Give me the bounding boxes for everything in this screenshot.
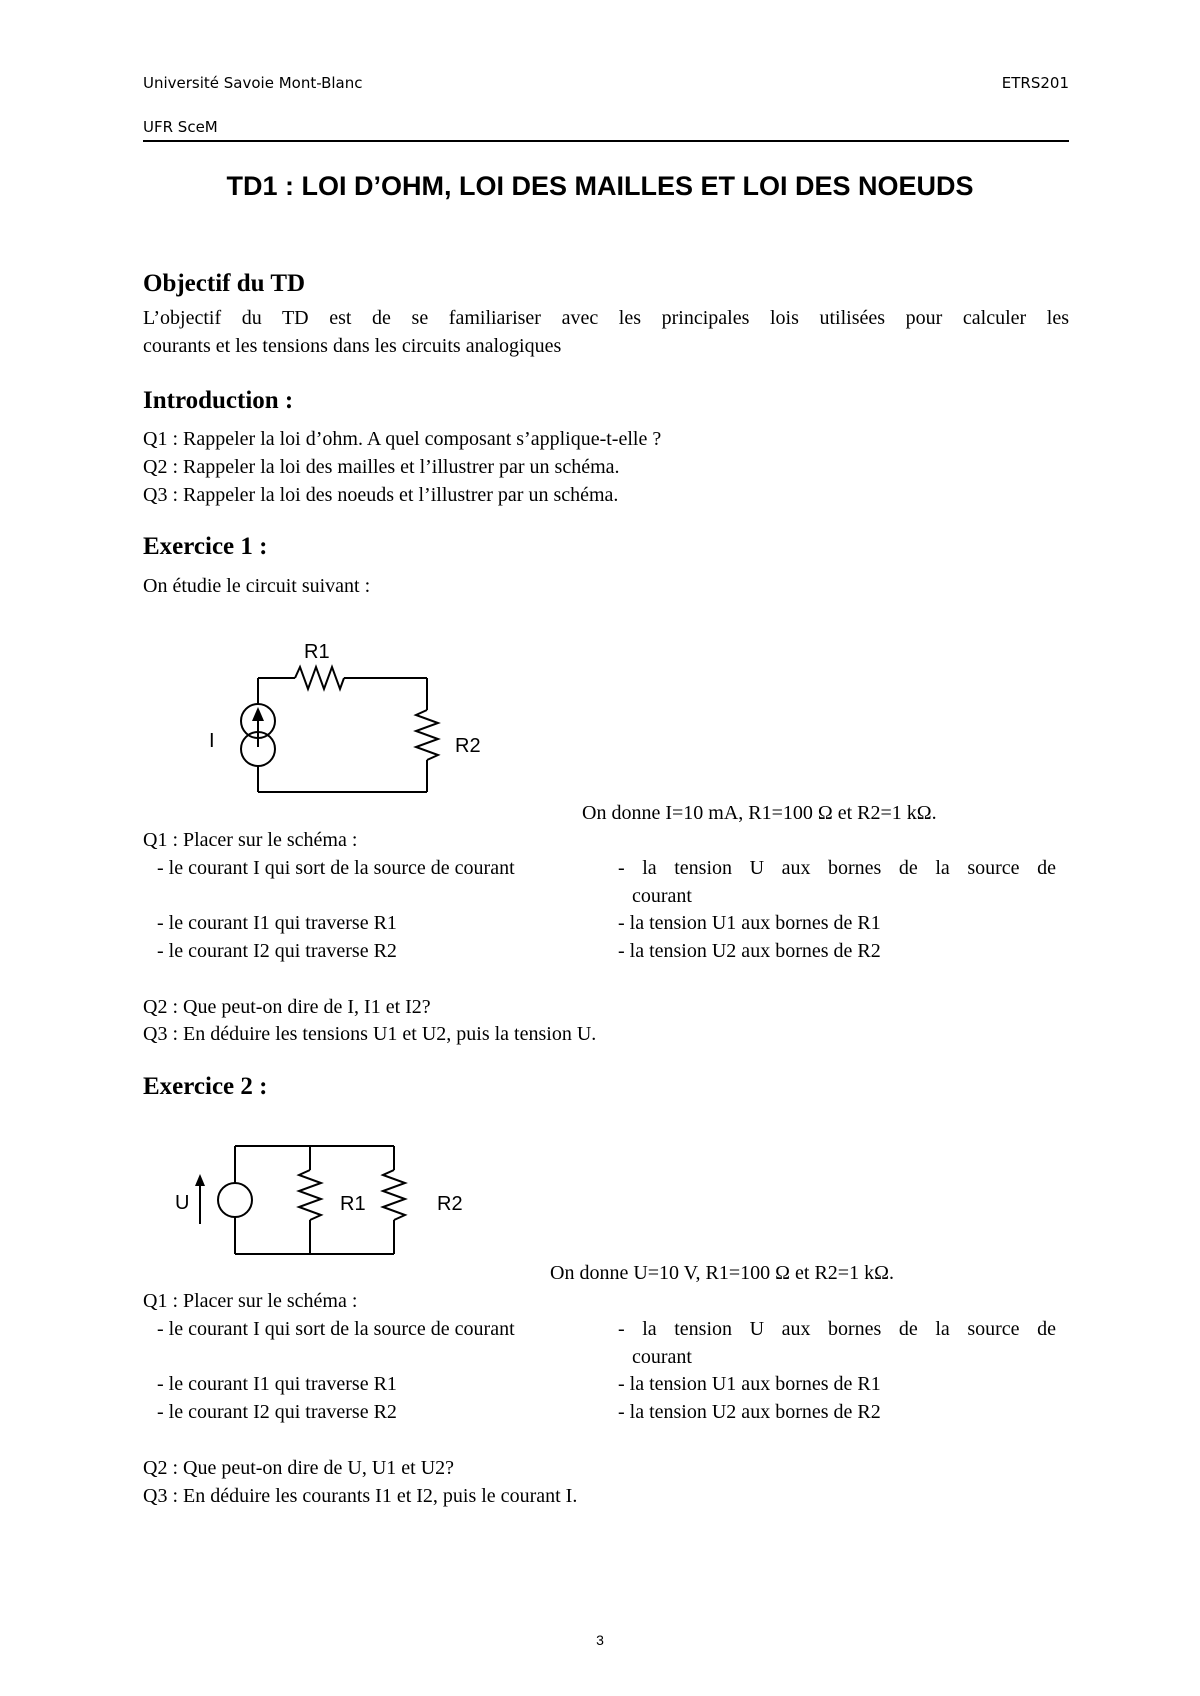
- exercice1-intro: On étudie le circuit suivant :: [143, 575, 371, 597]
- header-university: Université Savoie Mont-Blanc: [143, 74, 363, 92]
- exercice2-left-item: - le courant I2 qui traverse R2: [157, 1401, 397, 1423]
- exercice2-heading: Exercice 2 :: [143, 1073, 268, 1100]
- voltage-arrow: [195, 1174, 205, 1186]
- exercice2-right-item: - la tension U aux bornes de la source de: [618, 1318, 1056, 1340]
- exercice1-right-item: courant: [632, 885, 692, 907]
- resistor-r1: [299, 1170, 321, 1220]
- exercice1-label-r1: R1: [304, 641, 330, 663]
- voltage-source-circle: [218, 1183, 252, 1217]
- exercice1-given: On donne I=10 mA, R1=100 Ω et R2=1 kΩ.: [582, 802, 937, 824]
- exercice2-q3: Q3 : En déduire les courants I1 et I2, puis le courant I.: [143, 1485, 578, 1507]
- exercice2-left-item: - le courant I qui sort de la source de courant: [157, 1318, 515, 1340]
- exercice1-right-item: - la tension U aux bornes de la source de: [618, 857, 1056, 879]
- introduction-heading: Introduction :: [143, 387, 294, 414]
- exercice1-q2: Q2 : Que peut-on dire de I, I1 et I2?: [143, 996, 431, 1018]
- exercice2-q1: Q1 : Placer sur le schéma :: [143, 1290, 358, 1312]
- introduction-q2: Q2 : Rappeler la loi des mailles et l’illustrer par un schéma.: [143, 456, 620, 478]
- resistor-r2: [383, 1170, 405, 1220]
- exercice2-right-item: - la tension U2 aux bornes de R2: [618, 1401, 881, 1423]
- exercice2-left-item: - le courant I1 qui traverse R1: [157, 1373, 397, 1395]
- exercice1-left-item: - le courant I qui sort de la source de courant: [157, 857, 515, 879]
- header-department: UFR SceM: [143, 118, 218, 136]
- exercice2-given: On donne U=10 V, R1=100 Ω et R2=1 kΩ.: [550, 1262, 894, 1284]
- resistor-r2: [416, 710, 438, 760]
- objectif-line-2: courants et les tensions dans les circuits analogiques: [143, 335, 562, 357]
- exercice1-q1: Q1 : Placer sur le schéma :: [143, 829, 358, 851]
- exercice1-label-r2: R2: [455, 735, 481, 757]
- exercice1-left-item: - le courant I1 qui traverse R1: [157, 912, 397, 934]
- introduction-q3: Q3 : Rappeler la loi des noeuds et l’illustrer par un schéma.: [143, 484, 619, 506]
- exercice1-label-i: I: [209, 730, 215, 752]
- page-title: TD1 : LOI D’OHM, LOI DES MAILLES ET LOI DES NOEUDS: [226, 171, 974, 201]
- exercice1-right-item: - la tension U2 aux bornes de R2: [618, 940, 881, 962]
- header-course-code: ETRS201: [1001, 74, 1069, 92]
- resistor-r1: [295, 667, 344, 689]
- current-source-arrow: [252, 707, 264, 721]
- exercice2-q2: Q2 : Que peut-on dire de U, U1 et U2?: [143, 1457, 455, 1479]
- introduction-q1: Q1 : Rappeler la loi d’ohm. A quel composant s’applique-t-elle ?: [143, 428, 662, 450]
- exercice2-right-item: - la tension U1 aux bornes de R1: [618, 1373, 881, 1395]
- exercice2-right-item: courant: [632, 1346, 692, 1368]
- exercice1-right-item: - la tension U1 aux bornes de R1: [618, 912, 881, 934]
- exercice1-q3: Q3 : En déduire les tensions U1 et U2, puis la tension U.: [143, 1023, 597, 1045]
- exercice1-circuit-diagram: [180, 615, 500, 805]
- header-rule: [143, 140, 1069, 142]
- objectif-line-1: L’objectif du TD est de se familiariser avec les principales lois utilisées pour calculer les: [143, 307, 1069, 329]
- page-number: 3: [596, 1632, 604, 1648]
- exercice1-left-item: - le courant I2 qui traverse R2: [157, 940, 397, 962]
- exercice2-label-u: U: [175, 1192, 190, 1214]
- exercice2-circuit-diagram: [170, 1130, 470, 1270]
- objectif-heading: Objectif du TD: [143, 270, 306, 297]
- exercice2-label-r1: R1: [340, 1193, 366, 1215]
- exercice1-heading: Exercice 1 :: [143, 533, 268, 560]
- exercice2-label-r2: R2: [437, 1193, 463, 1215]
